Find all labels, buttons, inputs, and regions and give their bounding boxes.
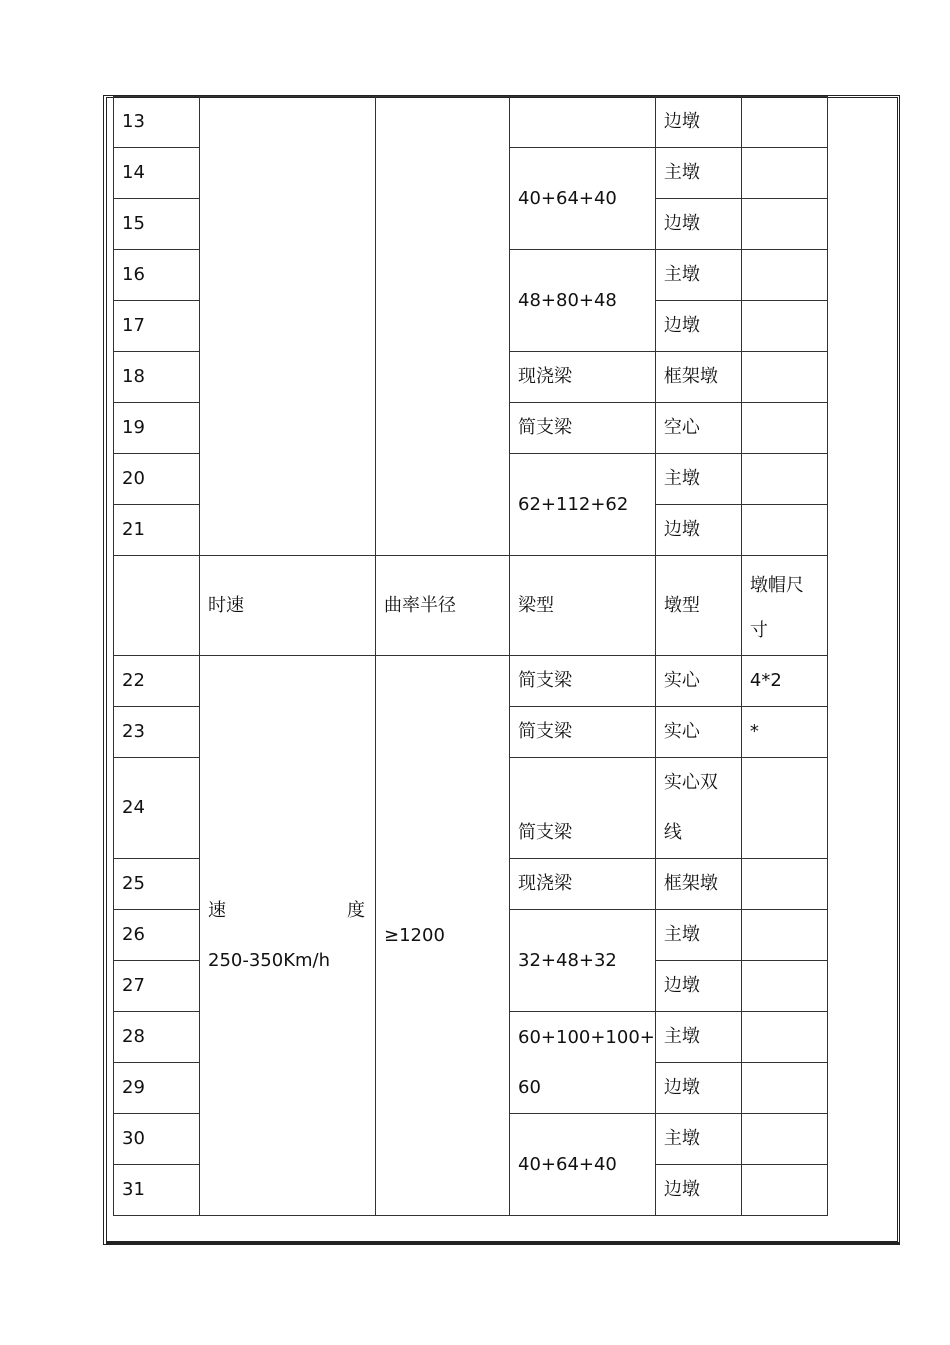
row-number: 23 (114, 707, 200, 758)
speed-cell-top (200, 97, 376, 556)
pier-type-cell: 主墩 (655, 1012, 741, 1063)
row-number: 20 (114, 454, 200, 505)
pier-type-cell: 边墩 (655, 301, 741, 352)
pier-type-cell: 主墩 (655, 454, 741, 505)
row-number: 28 (114, 1012, 200, 1063)
cap-size-cell (741, 1012, 827, 1063)
row-number: 17 (114, 301, 200, 352)
frame-bottom-rule (106, 1242, 900, 1244)
row-number: 24 (114, 758, 200, 859)
row-number: 30 (114, 1114, 200, 1165)
cap-size-cell (741, 758, 827, 859)
pier-type-cell: 边墩 (655, 1063, 741, 1114)
table-row (114, 97, 828, 148)
pier-type-cell: 边墩 (655, 97, 741, 148)
pier-type-cell: 边墩 (655, 961, 741, 1012)
pier-type-cell: 主墩 (655, 1114, 741, 1165)
row-number: 29 (114, 1063, 200, 1114)
beam-type-text: 简支梁 (518, 822, 572, 843)
row-number: 19 (114, 403, 200, 454)
row-number: 22 (114, 656, 200, 707)
pier-type-cell: 实心 (655, 656, 741, 707)
header-cap-size-line1: 墩帽尺 (749, 574, 804, 596)
radius-cell-top (376, 97, 510, 556)
header-number-cell (114, 556, 200, 656)
bridge-pier-table (113, 96, 828, 1216)
row-number: 13 (114, 97, 200, 148)
beam-type-cell: 简支梁 (510, 656, 656, 707)
row-number: 16 (114, 250, 200, 301)
header-pier-type: 墩型 (655, 556, 741, 656)
header-radius: 曲率半径 (376, 556, 510, 656)
pier-type-cell: 框架墩 (655, 859, 741, 910)
cap-size-cell (741, 148, 827, 199)
header-cap-size (741, 556, 827, 656)
beam-type-cell: 32+48+32 (510, 910, 656, 1012)
beam-type-line1: 60+100+100+ (518, 1026, 655, 1048)
beam-type-cell: 现浇梁 (510, 352, 656, 403)
beam-type-cell: 现浇梁 (510, 859, 656, 910)
header-speed: 时速 (200, 556, 376, 656)
cap-size-cell (741, 199, 827, 250)
row-number: 21 (114, 505, 200, 556)
beam-type-cell: 简支梁 (510, 707, 656, 758)
beam-type-cell (510, 1012, 656, 1114)
cap-size-cell (741, 859, 827, 910)
pier-type-cell: 边墩 (655, 505, 741, 556)
pier-type-line1: 实心双 (663, 772, 718, 793)
pier-type-cell (655, 758, 741, 859)
cap-size-cell (741, 301, 827, 352)
pier-type-cell: 实心 (655, 707, 741, 758)
beam-type-line2: 60 (518, 1076, 541, 1098)
cap-size-cell (741, 454, 827, 505)
pier-type-cell: 主墩 (655, 250, 741, 301)
cap-size-cell (741, 505, 827, 556)
beam-type-cell: 40+64+40 (510, 1114, 656, 1216)
pier-type-cell: 主墩 (655, 148, 741, 199)
cap-size-cell (741, 97, 827, 148)
row-number: 25 (114, 859, 200, 910)
table-row (114, 656, 828, 707)
cap-size-cell: * (741, 707, 827, 758)
row-number: 26 (114, 910, 200, 961)
speed-word-2: 度 (347, 899, 365, 921)
cap-size-cell (741, 403, 827, 454)
pier-type-cell: 空心 (655, 403, 741, 454)
header-beam-type: 梁型 (510, 556, 656, 656)
row-number: 27 (114, 961, 200, 1012)
pier-type-cell: 边墩 (655, 199, 741, 250)
beam-type-cell (510, 97, 656, 148)
pier-type-cell: 边墩 (655, 1165, 741, 1216)
row-number: 15 (114, 199, 200, 250)
beam-type-cell: 62+112+62 (510, 454, 656, 556)
row-number: 31 (114, 1165, 200, 1216)
beam-type-cell: 40+64+40 (510, 148, 656, 250)
beam-type-cell: 48+80+48 (510, 250, 656, 352)
cap-size-cell (741, 1114, 827, 1165)
pier-type-cell: 框架墩 (655, 352, 741, 403)
cap-size-cell (741, 961, 827, 1012)
cap-size-cell (741, 250, 827, 301)
speed-value: 250-350Km/h (208, 949, 331, 971)
header-cap-size-line2: 寸 (749, 619, 768, 641)
cap-size-cell (741, 910, 827, 961)
cap-size-cell (741, 1165, 827, 1216)
row-number: 14 (114, 148, 200, 199)
pier-type-cell: 主墩 (655, 910, 741, 961)
beam-type-cell: 简支梁 (510, 403, 656, 454)
beam-type-cell (510, 758, 656, 859)
speed-word-1: 速 (208, 899, 226, 921)
speed-cell-bottom (200, 656, 376, 1216)
radius-cell-bottom: ≥1200 (376, 656, 510, 1216)
cap-size-cell (741, 1063, 827, 1114)
table-header-row (114, 556, 828, 656)
cap-size-cell: 4*2 (741, 656, 827, 707)
speed-label (208, 886, 375, 936)
pier-type-line2: 线 (663, 822, 682, 843)
cap-size-cell (741, 352, 827, 403)
row-number: 18 (114, 352, 200, 403)
